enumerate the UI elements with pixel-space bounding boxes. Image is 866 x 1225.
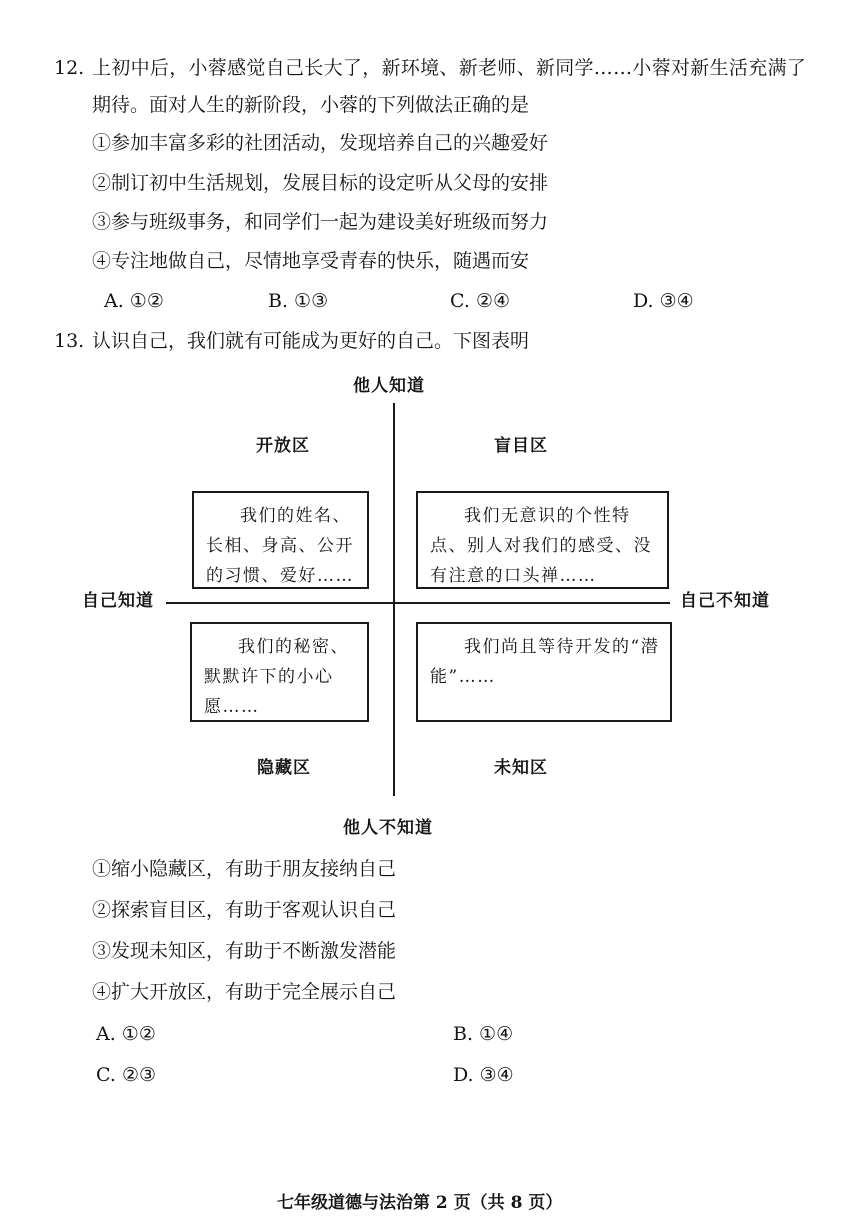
page-footer: 七年级道德与法治第 2 页（共 8 页） [277,1193,563,1213]
q13-number: 13. [54,330,85,352]
vertical-axis [393,403,395,796]
axis-label-self-knows: 自己知道 [82,591,154,611]
q12-item-1: ①参加丰富多彩的社团活动，发现培养自己的兴趣爱好 [92,132,549,154]
q13-item-1: ①缩小隐藏区，有助于朋友接纳自己 [92,858,397,880]
horizontal-axis [166,602,670,604]
q13-option-d: D. ③④ [453,1064,514,1086]
q12-option-b: B. ①③ [268,290,329,312]
q12-option-a: A. ①② [104,290,164,312]
q12-item-4: ④专注地做自己，尽情地享受青春的快乐，随遇而安 [92,250,530,272]
q12-item-2: ②制订初中生活规划，发展目标的设定听从父母的安排 [92,172,549,194]
axis-label-others-dont-know: 他人不知道 [343,818,433,838]
q12-stem-line2: 期待。面对人生的新阶段，小蓉的下列做法正确的是 [92,94,530,116]
box-open-area: 我们的姓名、长相、身高、公开的习惯、爱好…… [192,491,369,589]
q13-option-b: B. ①④ [453,1023,514,1045]
q13-item-4: ④扩大开放区，有助于完全展示自己 [92,981,397,1003]
box-hidden-area: 我们的秘密、默默许下的小心愿…… [190,622,369,722]
q12-stem-line1: 上初中后，小蓉感觉自己长大了，新环境、新老师、新同学……小蓉对新生活充满了 [92,57,807,79]
q12-number: 12. [54,57,85,79]
q13-item-2: ②探索盲目区，有助于客观认识自己 [92,899,397,921]
q13-option-a: A. ①② [96,1023,156,1045]
zone-label-open: 开放区 [256,436,310,456]
zone-label-unknown: 未知区 [494,758,548,778]
q13-stem: 认识自己，我们就有可能成为更好的自己。下图表明 [92,330,530,352]
box-blind-area: 我们无意识的个性特点、别人对我们的感受、没有注意的口头禅…… [416,491,669,589]
axis-label-others-know: 他人知道 [353,376,425,396]
q12-option-c: C. ②④ [450,290,511,312]
axis-label-self-doesnt-know: 自己不知道 [680,591,770,611]
q12-option-d: D. ③④ [633,290,694,312]
box-unknown-area: 我们尚且等待开发的“潜能”…… [416,622,672,722]
zone-label-blind: 盲目区 [494,436,548,456]
zone-label-hidden: 隐藏区 [257,758,311,778]
q13-option-c: C. ②③ [96,1064,157,1086]
q12-item-3: ③参与班级事务，和同学们一起为建设美好班级而努力 [92,211,549,233]
q13-item-3: ③发现未知区，有助于不断激发潜能 [92,940,397,962]
